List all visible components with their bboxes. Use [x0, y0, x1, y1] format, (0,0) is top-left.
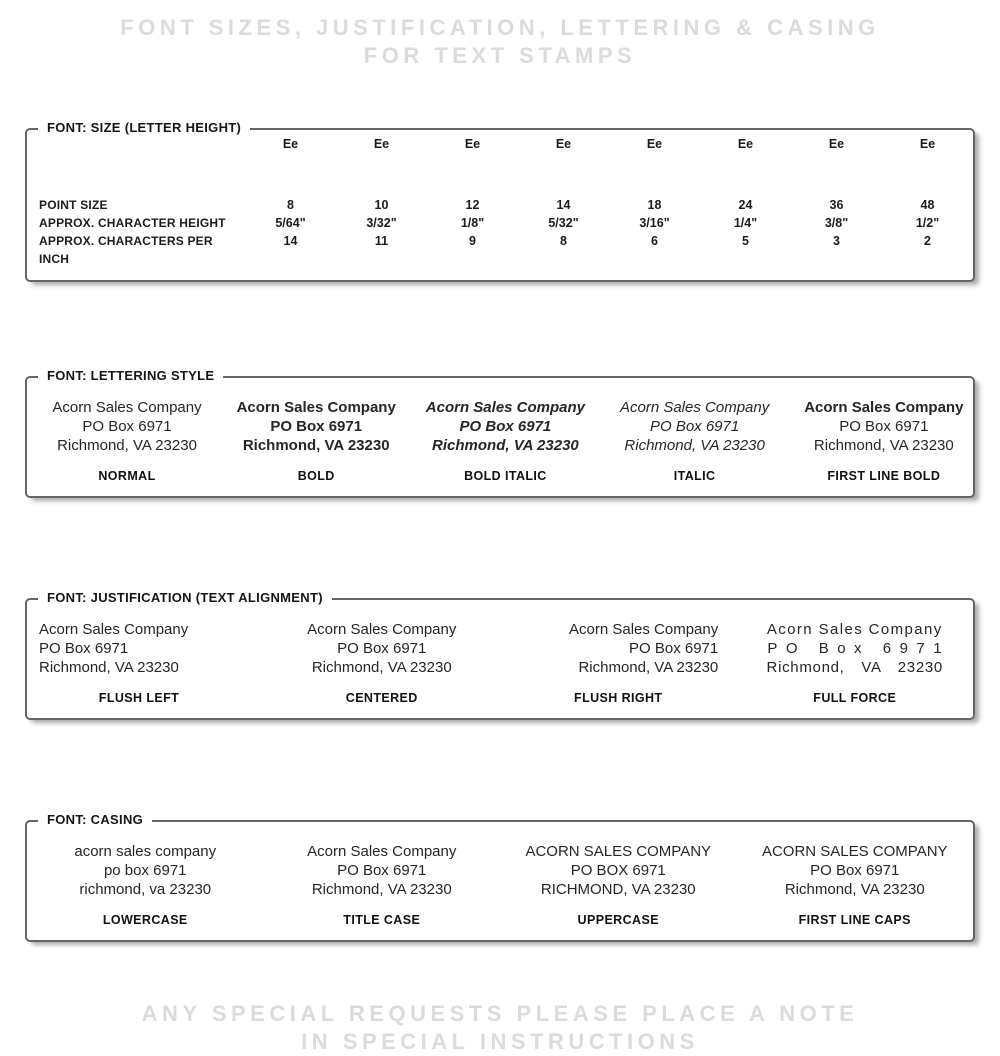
- point-size-value: 10: [374, 198, 389, 212]
- chars-per-inch-row-label: APPROX. CHARACTERS PER INCH: [39, 234, 213, 266]
- address-sample: acorn sales company po box 6971 richmond, va 23230: [74, 843, 217, 898]
- lettering-sample-bold-italic: [405, 398, 594, 483]
- page-title-line1: FONT SIZES, JUSTIFICATION, LETTERING & CASING: [120, 15, 880, 40]
- page-title-line2: FOR TEXT STAMPS: [363, 43, 637, 68]
- lettering-sample-first-line-bold: [784, 398, 973, 483]
- footer-note: [0, 1000, 1000, 1056]
- sample-label: NORMAL: [98, 469, 156, 483]
- sample-label: TITLE CASE: [343, 913, 421, 927]
- lettering-style-panel: [25, 368, 975, 498]
- ee-sample-36pt: Ee: [828, 137, 845, 151]
- sample-label: FIRST LINE CAPS: [798, 913, 911, 927]
- char-height-value: 1/2": [915, 216, 940, 230]
- font-size-panel-legend: FONT: SIZE (LETTER HEIGHT): [38, 120, 250, 135]
- chars-per-inch-value: 11: [374, 234, 389, 248]
- char-height-value: 1/4": [733, 216, 758, 230]
- chars-per-inch-value: 5: [742, 234, 749, 248]
- justify-sample-flush-left: [27, 620, 264, 705]
- point-size-row: [27, 196, 973, 214]
- sample-label: FLUSH LEFT: [98, 691, 180, 705]
- address-sample: Acorn Sales Company PO Box 6971 Richmond, VA 23230: [52, 399, 202, 454]
- justification-panel-legend: FONT: JUSTIFICATION (TEXT ALIGNMENT): [38, 590, 332, 605]
- char-height-row: [27, 214, 973, 232]
- sample-label: ITALIC: [673, 469, 716, 483]
- ee-sample-24pt: Ee: [737, 137, 754, 151]
- address-sample: Acorn Sales Company PO Box 6971 Richmond, VA 23230: [619, 399, 770, 454]
- sample-label: CENTERED: [345, 691, 418, 705]
- sample-label: FIRST LINE BOLD: [827, 469, 941, 483]
- ee-sample-18pt: Ee: [646, 137, 663, 151]
- chars-per-inch-value: 9: [469, 234, 476, 248]
- point-size-row-label: POINT SIZE: [39, 198, 108, 212]
- footer-note-line2: IN SPECIAL INSTRUCTIONS: [301, 1029, 699, 1054]
- lettering-sample-normal: [27, 398, 216, 483]
- justification-columns: [27, 620, 973, 705]
- ee-sample-14pt: Ee: [555, 137, 572, 151]
- sample-label: BOLD ITALIC: [464, 469, 547, 483]
- lettering-style-panel-legend: FONT: LETTERING STYLE: [38, 368, 223, 383]
- font-size-panel: [25, 120, 975, 282]
- ee-sample-8pt: Ee: [282, 137, 299, 151]
- address-sample: ACORN SALES COMPANY PO Box 6971 Richmond, VA 23230: [761, 843, 948, 898]
- casing-sample-lowercase: [27, 842, 264, 927]
- justification-panel: [25, 590, 975, 720]
- char-height-value: 3/16": [639, 216, 670, 230]
- casing-sample-uppercase: [500, 842, 737, 927]
- address-sample: Acorn Sales Company PO Box 6971 Richmond, VA 23230: [307, 621, 457, 676]
- page-title: [0, 14, 1000, 70]
- sample-label: FULL FORCE: [813, 691, 897, 705]
- casing-panel-legend: FONT: CASING: [38, 812, 152, 827]
- lettering-sample-bold: [216, 398, 405, 483]
- lettering-sample-italic: [595, 398, 784, 483]
- address-sample: ACORN SALES COMPANY PO BOX 6971 RICHMOND, VA 23230: [525, 843, 712, 898]
- address-sample: Acorn Sales Company PO Box 6971 Richmond, VA 23230: [39, 621, 189, 676]
- size-sample-row: [27, 138, 973, 196]
- ee-sample-12pt: Ee: [464, 137, 481, 151]
- ee-sample-10pt: Ee: [373, 137, 390, 151]
- sample-label: FLUSH RIGHT: [574, 691, 663, 705]
- chars-per-inch-value: 2: [924, 234, 931, 248]
- point-size-value: 14: [556, 198, 571, 212]
- casing-columns: [27, 842, 973, 927]
- justify-sample-flush-right: [500, 620, 737, 705]
- justify-sample-centered: [264, 620, 501, 705]
- ee-sample-48pt: Ee: [919, 137, 936, 151]
- chars-per-inch-value: 3: [833, 234, 840, 248]
- chars-per-inch-value: 14: [283, 234, 298, 248]
- justify-sample-full-force: [737, 620, 974, 705]
- char-height-value: 1/8": [460, 216, 485, 230]
- address-sample: Acorn Sales Company PO Box 6971 Richmond, VA 23230: [804, 399, 964, 454]
- address-sample: Acorn Sales Company PO Box 6971 Richmond, VA 23230: [766, 621, 951, 676]
- sample-label: LOWERCASE: [102, 913, 188, 927]
- point-size-value: 18: [647, 198, 662, 212]
- point-size-value: 8: [287, 198, 294, 212]
- point-size-value: 48: [920, 198, 935, 212]
- address-sample: Acorn Sales Company PO Box 6971 Richmond, VA 23230: [307, 843, 457, 898]
- address-sample: Acorn Sales Company PO Box 6971 Richmond, VA 23230: [425, 399, 586, 454]
- char-height-value: 3/32": [366, 216, 397, 230]
- chars-per-inch-value: 6: [651, 234, 658, 248]
- casing-sample-title-case: [264, 842, 501, 927]
- char-height-value: 3/8": [824, 216, 849, 230]
- lettering-style-columns: [27, 398, 973, 483]
- address-sample: Acorn Sales Company PO Box 6971 Richmond, VA 23230: [236, 399, 396, 454]
- chars-per-inch-value: 8: [560, 234, 567, 248]
- char-height-value: 5/32": [548, 216, 579, 230]
- chars-per-inch-row: [27, 232, 973, 268]
- point-size-value: 36: [829, 198, 844, 212]
- casing-sample-first-line-caps: [737, 842, 974, 927]
- char-height-row-label: APPROX. CHARACTER HEIGHT: [39, 216, 226, 230]
- address-sample: Acorn Sales Company PO Box 6971 Richmond, VA 23230: [569, 621, 719, 676]
- footer-note-line1: ANY SPECIAL REQUESTS PLEASE PLACE A NOTE: [141, 1001, 859, 1026]
- casing-panel: [25, 812, 975, 942]
- point-size-value: 12: [465, 198, 480, 212]
- point-size-value: 24: [738, 198, 753, 212]
- char-height-value: 5/64": [275, 216, 306, 230]
- sample-label: BOLD: [297, 469, 335, 483]
- sample-label: UPPERCASE: [577, 913, 659, 927]
